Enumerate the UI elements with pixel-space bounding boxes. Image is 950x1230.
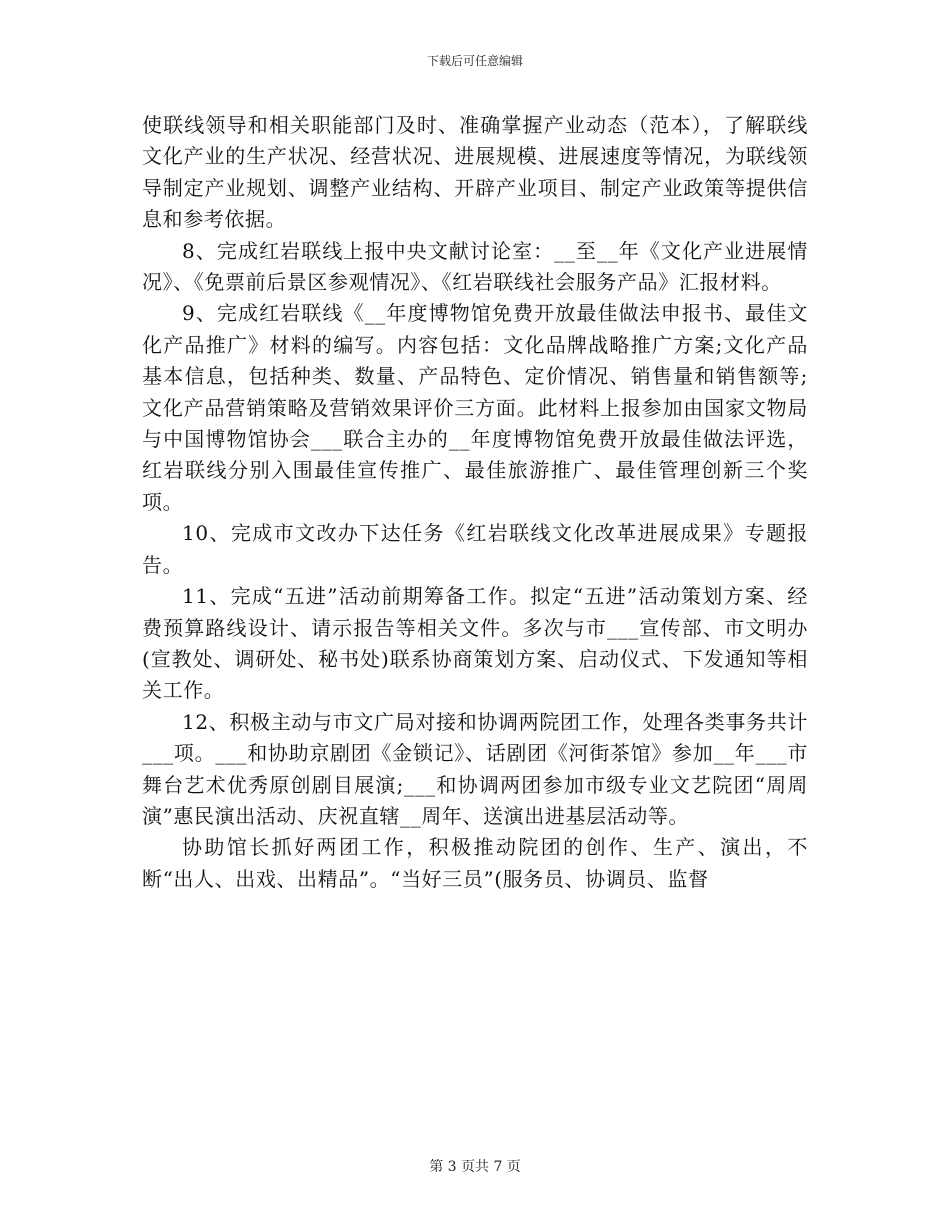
paragraph-item-11: 11、完成“五进”活动前期筹备工作。拟定“五进”活动策划方案、经费预算路线设计、请示报告等相关文件。多次与市___宣传部、市文明办(宣教处、调研处、秘书处)联系协商策划方案、启动仪式、下发通知等相关工作。 [142, 584, 808, 703]
paragraph-closing: 协助馆长抓好两团工作，积极推动院团的创作、生产、演出，不断“出人、出戏、出精品”。“当好三员”(服务员、协调员、监督 [142, 835, 808, 891]
paragraph-item-10: 10、完成市文改办下达任务《红岩联线文化改革进展成果》专题报告。 [142, 521, 808, 577]
page-header: 下载后可任意编辑 [426, 54, 523, 68]
paragraph-item-8: 8、完成红岩联线上报中央文献讨论室：__至__年《文化产业进展情况》、《免票前后景区参观情况》、《红岩联线社会服务产品》汇报材料。 [142, 238, 808, 295]
document-body [142, 110, 808, 895]
paragraph-item-9: 9、完成红岩联线《__年度博物馆免费开放最佳做法申报书、最佳文化产品推广》材料的编写。内容包括：文化品牌战略推广方案;文化产品基本信息，包括种类、数量、产品特色、定价情况、销售量和销售额等;文化产品营销策略及营销效果评价三方面。此材料上报参加由国家文物局与中国博物馆协会___联合主办的__年度博物馆免费开放最佳做法评选，红岩联线分别入围最佳宣传推广、最佳旅游推广、最佳管理创新三个奖项。 [142, 301, 808, 514]
page-number: 第 3 页共 7 页 [429, 1159, 521, 1175]
paragraph-continuation: 使联线领导和相关职能部门及时、准确掌握产业动态（范本），了解联线文化产业的生产状况、经营状况、进展规模、进展速度等情况，为联线领导制定产业规划、调整产业结构、开辟产业项目、制定产业政策等提供信息和参考依据。 [142, 113, 808, 232]
paragraph-item-12: 12、积极主动与市文广局对接和协调两院团工作，处理各类事务共计___项。___和协助京剧团《金锁记》、话剧团《河街茶馆》参加__年___市舞台艺术优秀原创剧目展演;___和协调两团参加市级专业文艺院团“周周演”惠民演出活动、庆祝直辖__周年、送演出进基层活动等。 [142, 709, 808, 828]
